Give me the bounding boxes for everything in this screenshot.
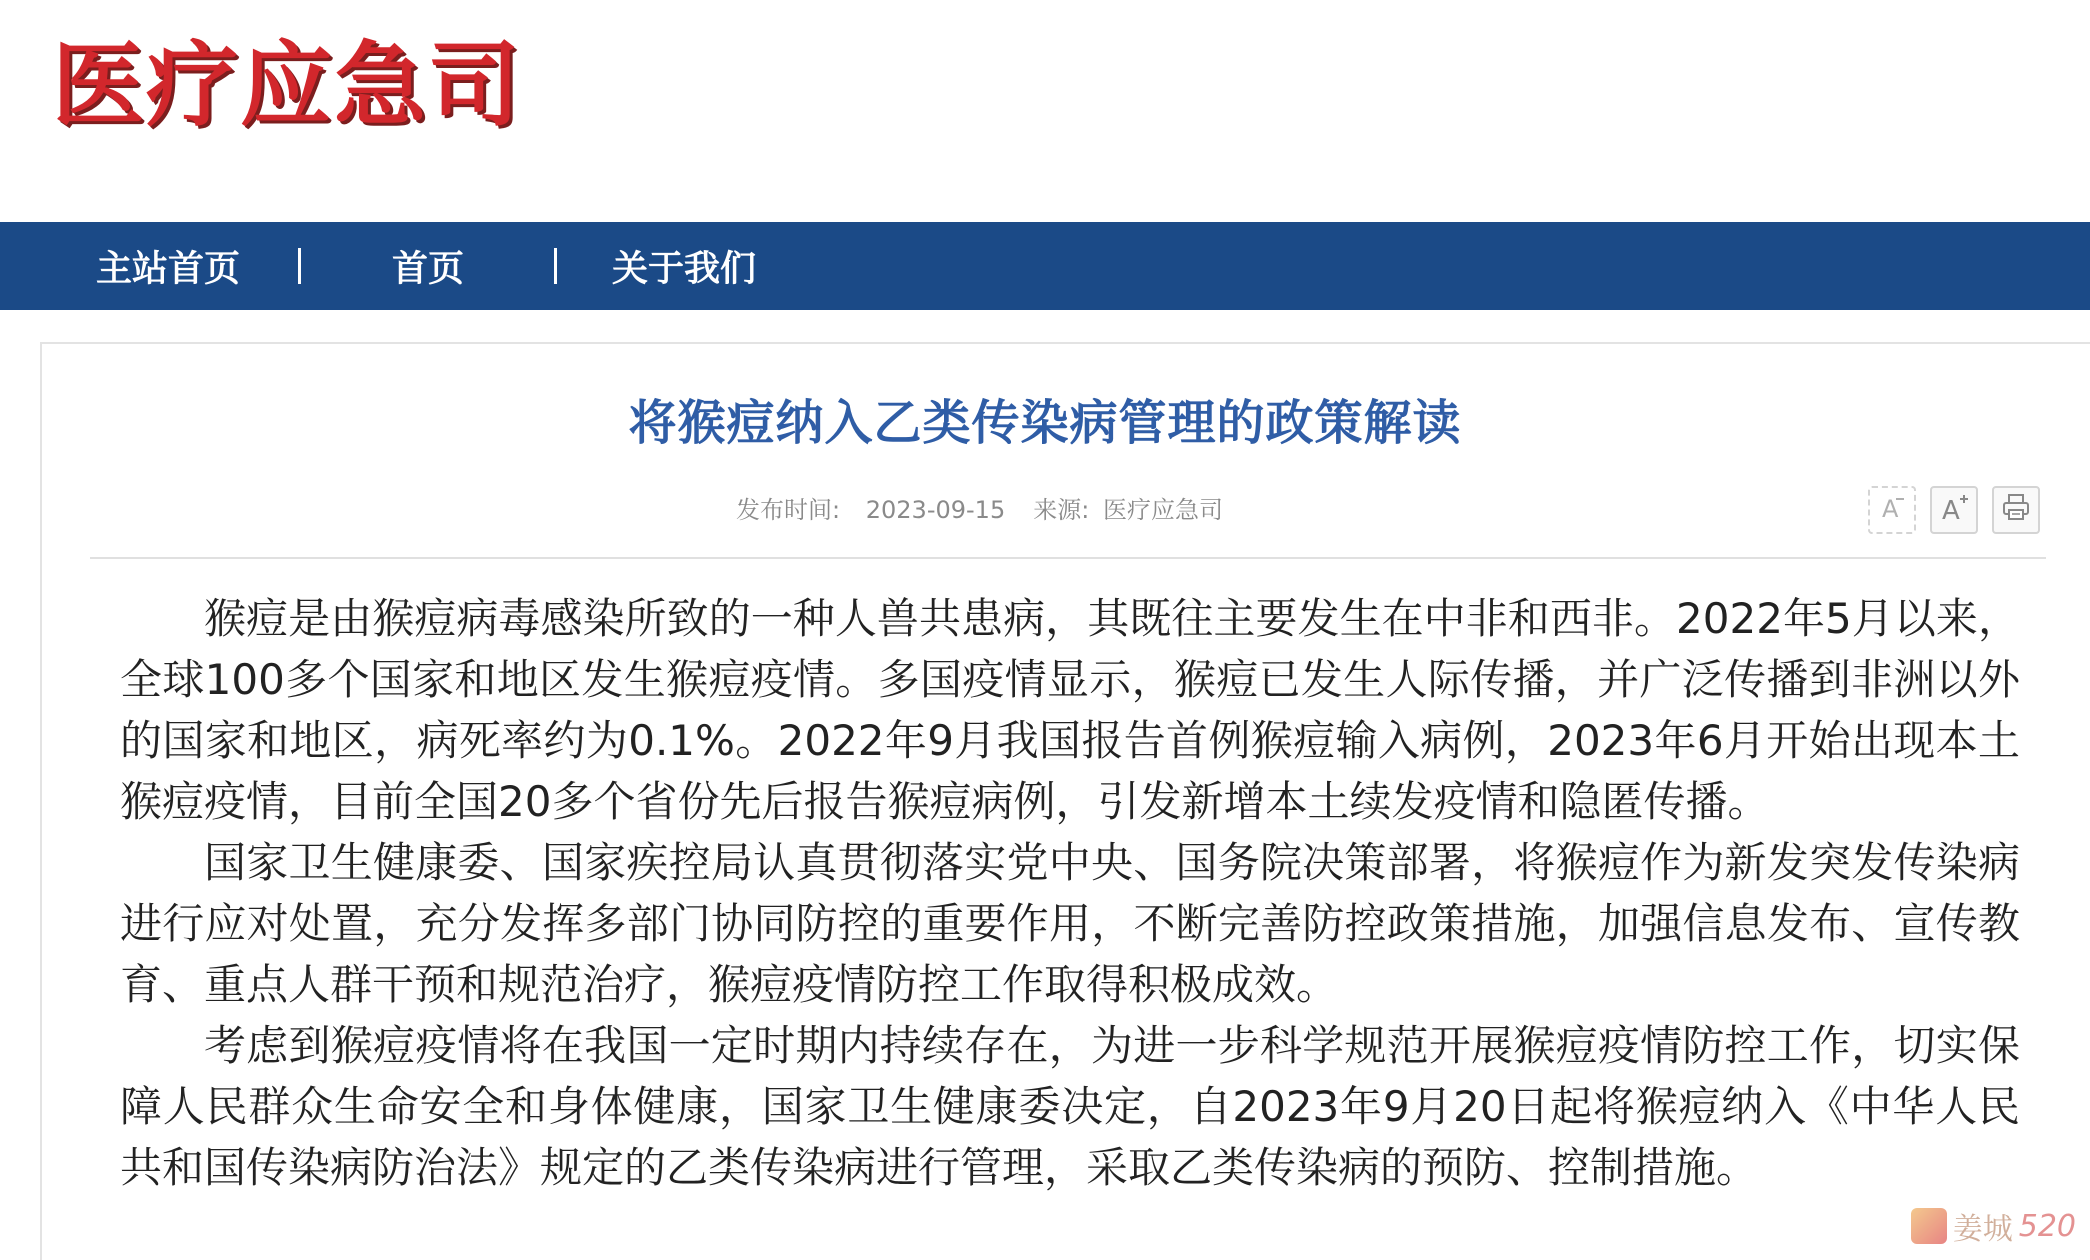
site-logo[interactable]: 医疗应急司 [52, 32, 523, 139]
print-button[interactable] [1992, 486, 2040, 534]
source-value: 医疗应急司 [1102, 496, 1223, 524]
printer-icon [2001, 492, 2031, 529]
main-navbar [0, 222, 2090, 310]
svg-text:A: A [1942, 495, 1960, 523]
nav-separator [298, 248, 301, 284]
watermark-logo-icon [1911, 1208, 1947, 1244]
header-divider [90, 557, 2046, 559]
article-body [120, 588, 2020, 1198]
publish-label: 发布时间: [736, 496, 841, 524]
nav-item-main-site-home[interactable]: 主站首页 [96, 248, 241, 290]
publish-time [736, 490, 1005, 525]
article-paragraph: 猴痘是由猴痘病毒感染所致的一种人兽共患病，其既往主要发生在中非和西非。2022年5月以来，全球100多个国家和地区发生猴痘疫情。多国疫情显示，猴痘已发生人际传播，并广泛传播到非洲以外的国家和地区，病死率约为0.1%。2022年9月我国报告首例猴痘输入病例，2023年6月开始出现本土猴痘疫情，目前全国20多个省份先后报告猴痘病例，引发新增本土续发疫情和隐匿传播。 [120, 594, 2020, 826]
nav-item-home[interactable]: 首页 [392, 248, 465, 290]
source-label: 来源: [1033, 496, 1090, 524]
font-increase-icon [1938, 491, 1970, 530]
nav-item-about-us[interactable]: 关于我们 [612, 248, 757, 290]
font-increase-button[interactable] [1930, 486, 1978, 534]
svg-text:A: A [1882, 494, 1899, 523]
article-paragraph: 国家卫生健康委、国家疾控局认真贯彻落实党中央、国务院决策部署，将猴痘作为新发突发传染病进行应对处置，充分发挥多部门协同防控的重要作用，不断完善防控政策措施，加强信息发布、宣传教育、重点人群干预和规范治疗，猴痘疫情防控工作取得积极成效。 [120, 838, 2020, 1009]
watermark-text: 姜城 [1952, 1212, 2013, 1247]
source [1033, 490, 1223, 525]
article-paragraph: 考虑到猴痘疫情将在我国一定时期内持续存在，为进一步科学规范开展猴痘疫情防控工作，切实保障人民群众生命安全和身体健康，国家卫生健康委决定，自2023年9月20日起将猴痘纳入《中华人民共和国传染病防治法》规定的乙类传染病进行管理，采取乙类传染病的预防、控制措施。 [120, 1021, 2020, 1192]
publish-date: 2023-09-15 [865, 496, 1006, 524]
article-title: 将猴痘纳入乙类传染病管理的政策解读 [628, 395, 1462, 451]
nav-separator [554, 248, 557, 284]
watermark-number: 520 [2018, 1208, 2076, 1244]
article-meta [736, 490, 1223, 525]
site-watermark [1911, 1204, 2076, 1248]
font-decrease-icon [1876, 491, 1908, 530]
font-decrease-button[interactable] [1868, 486, 1916, 534]
